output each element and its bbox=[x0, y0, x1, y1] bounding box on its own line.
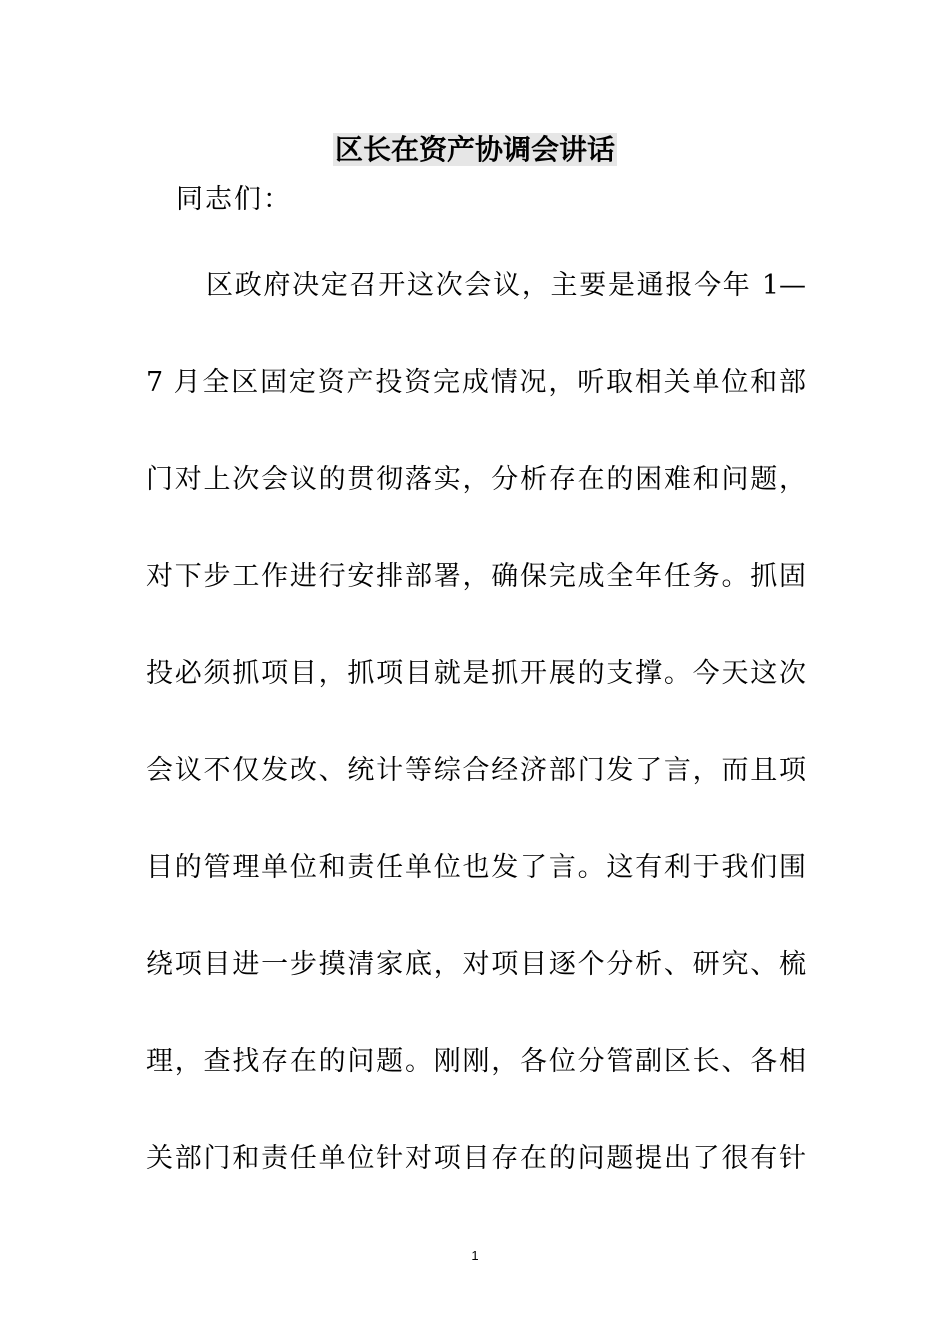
page-number: 1 bbox=[471, 1248, 479, 1263]
body-line-5: 投必须抓项目，抓项目就是抓开展的支撑。今天这次 bbox=[146, 658, 806, 689]
document-title bbox=[0, 128, 950, 172]
body-line-6: 会议不仅发改、统计等综合经济部门发了言，而且项 bbox=[146, 755, 806, 786]
body-line-7: 目的管理单位和责任单位也发了言。这有利于我们围 bbox=[146, 852, 806, 883]
salutation: 同志们： bbox=[176, 184, 292, 215]
body-line-2: 7 月全区固定资产投资完成情况，听取相关单位和部 bbox=[146, 367, 806, 398]
body-line-3: 门对上次会议的贯彻落实，分析存在的困难和问题， bbox=[146, 464, 806, 495]
body-line-10: 关部门和责任单位针对项目存在的问题提出了很有针 bbox=[146, 1143, 806, 1174]
document-title-text: 区长在资产协调会讲话 bbox=[334, 133, 615, 166]
body-line-9: 理，查找存在的问题。刚刚，各位分管副区长、各相 bbox=[146, 1046, 806, 1077]
body-line-4: 对下步工作进行安排部署，确保完成全年任务。抓固 bbox=[146, 561, 806, 592]
body-line-1: 区政府决定召开这次会议，主要是通报今年 1— bbox=[206, 270, 806, 301]
body-line-8: 绕项目进一步摸清家底，对项目逐个分析、研究、梳 bbox=[146, 949, 806, 980]
